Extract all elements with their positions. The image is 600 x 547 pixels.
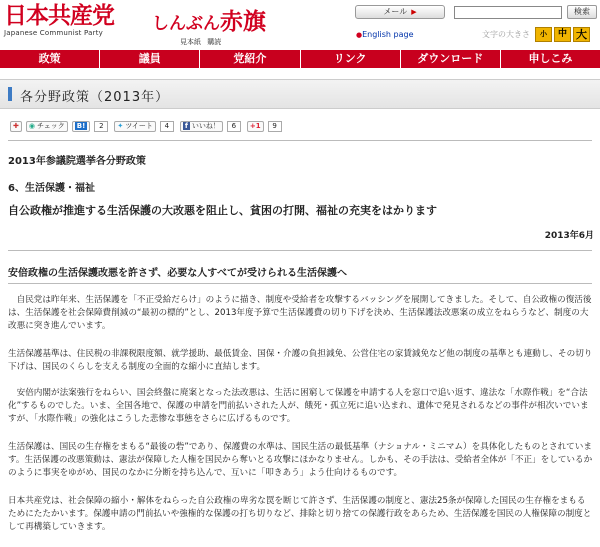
page-title: 各分野政策（2013年） (20, 90, 170, 105)
nav-item-about[interactable]: 党紹介 (200, 50, 300, 68)
font-size-small-button[interactable]: 小 (535, 27, 552, 42)
facebook-like-button[interactable] (180, 121, 223, 132)
jcp-logo-en: Japanese Communist Party (4, 29, 104, 37)
jcp-logo[interactable] (4, 3, 114, 37)
search-button[interactable]: 検索 (567, 5, 597, 19)
divider (8, 283, 592, 284)
english-page-link[interactable] (356, 30, 414, 39)
bookmark-button[interactable] (10, 121, 22, 132)
article-date: 2013年6月 (544, 231, 594, 241)
article-paragraph: 生活保護は、国民の生存権をまもる“最後の砦”であり、保護費の水準は、国民生活の最低基準（ナショナル・ミニマム）を具体化したものとされています。生活保護の改悪策動は、憲法が保障した人権を国民から奪いとる攻撃にほかなりません。しかも、その手法は、受給者全体が「不正」をしているかのように事実をゆがめ、国民のなかに分断を持ち込んで、互いに「叩きあう」よう仕向けるものです。 (8, 442, 593, 478)
english-page-label: English page (362, 30, 414, 39)
gplus-button[interactable] (247, 121, 264, 132)
title-marker-icon (8, 87, 12, 101)
akahata-logo-kana: しんぶん (152, 14, 220, 34)
gplus-label: +1 (249, 122, 261, 130)
like-count: 6 (227, 121, 241, 132)
article-headline: 自公政権が推進する生活保護の大改悪を阻止し、貧困の打開、福祉の充実をはかります (8, 204, 437, 217)
article-paragraph: 安倍内閣が法案強行をねらい、国会終盤に廃案となった法改悪は、生活に困窮して保護を申請する人を窓口で追い返す、違法な「水際作戦」を“合法化”するものでした。いま、全国各地で、保護の申請を門前払いされた人が、餓死・孤立死に追い込まれ、遺体で発見されるなどの事件が相次いでいますが、「水際作戦」の強化はこうした悲惨な事態をさらに広げるものです。 (8, 388, 589, 424)
subscribe-link[interactable]: 購読 (207, 38, 222, 46)
article-paragraph: 自民党は昨年来、生活保護を「不正受給だらけ」のように描き、制度や受給者を攻撃するバッシングを展開してきました。そして、自公政権の復活後は、生活保護を社会保障費削減の“最初の標的”とし、2013年度予算で生活保護費の切り下げを決め、生活保護法改悪案の成立をねらうなど、制度の大改悪に突き進んでいます。 (8, 295, 592, 331)
akahata-logo[interactable] (152, 3, 266, 47)
article-title: 2013年参議院選挙各分野政策 (8, 156, 146, 167)
nav-item-policy[interactable]: 政策 (0, 50, 100, 68)
mail-button-label: メール (383, 7, 408, 16)
akahata-logo-kanji: 赤旗 (220, 8, 266, 35)
hatena-bookmark-button[interactable] (72, 121, 91, 132)
facebook-icon: f (184, 122, 188, 130)
font-size-medium-button[interactable]: 中 (554, 27, 571, 42)
article-paragraph: 日本共産党は、社会保障の縮小・解体をねらった自公政権の卑劣な罠を断じて許さず、生活保護の制度と、憲法25条が保障した国民の生存権をまもるためにたたかいます。保護申請の門前払いや強権的な保護の打ち切りなど、排除と切り捨ての保護行政をあらため、生活保護を国民の人権保障の制度として再構築していきます。 (8, 496, 592, 532)
section-heading: 安倍政権の生活保護改悪を許さず、必要な人すべてが受けられる生活保護へ (8, 268, 347, 279)
nav-item-links[interactable]: リンク (301, 50, 401, 68)
nav-item-members[interactable]: 議員 (100, 50, 200, 68)
check-icon: ◉ (28, 122, 35, 130)
page-title-bar (0, 79, 600, 109)
font-size-large-button[interactable]: 大 (573, 27, 590, 42)
nav-item-download[interactable]: ダウンロード (401, 50, 501, 68)
gplus-count: 9 (268, 121, 282, 132)
nav-item-apply[interactable]: 申しこみ (528, 52, 573, 65)
font-size-selector (482, 27, 590, 42)
mail-button[interactable] (355, 5, 445, 19)
sample-link[interactable]: 見本紙 (180, 38, 201, 46)
hatena-icon: B! (76, 122, 86, 130)
divider (8, 250, 592, 251)
search-input[interactable] (454, 6, 562, 19)
site-header (0, 0, 600, 48)
check-label: チェック (36, 122, 65, 130)
social-share-bar (10, 120, 288, 132)
article-paragraph: 生活保護基準は、住民税の非課税限度額、就学援助、最低賃金、国保・介護の負担減免、公営住宅の家賃減免など他の制度の基準とも連動し、その切り下げは、国民のくらしを支える制度の全面的な縮小に直結します。 (8, 349, 593, 372)
main-nav (0, 50, 600, 68)
twitter-bird-icon: ✦ (117, 122, 124, 130)
hatena-count: 2 (94, 121, 108, 132)
tweet-button[interactable] (114, 121, 156, 132)
font-size-label: 文字の大きさ (482, 30, 530, 39)
article-subtitle: 6、生活保護・福祉 (8, 183, 95, 194)
bookmark-icon: ✚ (13, 122, 19, 130)
check-button[interactable] (26, 121, 68, 132)
tweet-count: 4 (160, 121, 174, 132)
arrow-right-icon: ▶ (411, 8, 417, 16)
bullet-icon: ● (356, 31, 363, 39)
divider (8, 140, 592, 141)
like-label: いいね！ (191, 122, 220, 130)
tweet-label: ツイート (125, 122, 153, 130)
jcp-logo-ja: 日本共産党 (4, 2, 114, 29)
akahata-links (180, 37, 266, 47)
